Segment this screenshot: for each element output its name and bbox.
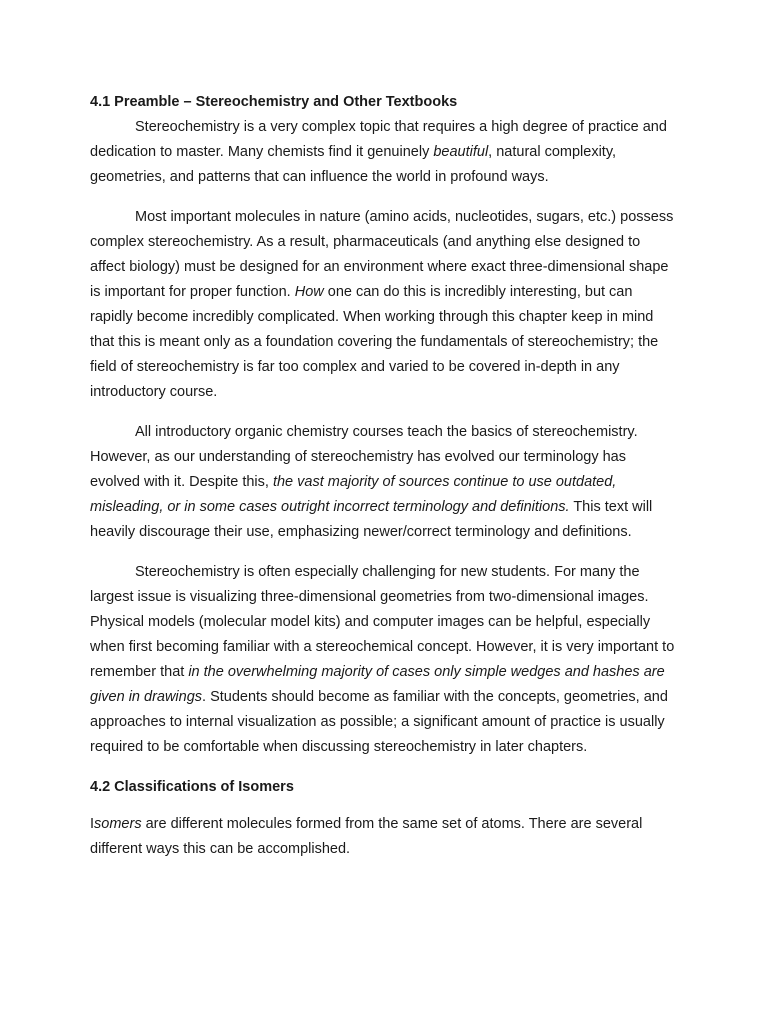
emphasis-text: How <box>294 284 324 300</box>
paragraph-text: Stereochemistry is often especially challenging for new students. For many the largest issue is visualizing three-dimensional geometries from two-dimensional images. Physical models (molecular model kits) and computer images can be helpful, especially when first becoming familiar with a stereochemical concept. However, it is very important to remember that <box>90 564 675 680</box>
paragraph-molecules <box>90 205 678 405</box>
paragraph-text: All introductory organic chemistry courses teach the basics of stereochemistry. However, as our understanding of stereochemistry has evolved our terminology has evolved with it. Despite this, <box>90 424 638 490</box>
emphasis-text: somers <box>94 816 142 832</box>
emphasis-text: in the overwhelming majority of cases only simple wedges and hashes are given in drawings <box>90 664 665 705</box>
paragraph-intro <box>90 115 678 190</box>
paragraph-visualization <box>90 560 678 760</box>
section-heading-4-2: 4.2 Classifications of Isomers <box>90 779 294 795</box>
emphasis-text: beautiful <box>433 144 489 160</box>
section-heading-4-1: 4.1 Preamble – Stereochemistry and Other Textbooks <box>90 94 458 110</box>
paragraph-text: are different molecules formed from the same set of atoms. There are several different ways this can be accomplished. <box>90 816 643 857</box>
paragraph-terminology <box>90 420 678 545</box>
paragraph-text: Most important molecules in nature (amino acids, nucleotides, sugars, etc.) possess complex stereochemistry. As a result, pharmaceuticals (and anything else designed to affect biology) must be designed for an environment where exact three-dimensional shape is important for proper function. <box>90 209 674 300</box>
paragraph-text: . Students should become as familiar with the concepts, geometries, and approaches to internal visualization as possible; a significant amount of practice is usually required to be comfortable when discussing stereochemistry in later chapters. <box>90 689 668 755</box>
emphasis-text: the vast majority of sources continue to use outdated, misleading, or in some cases outright incorrect terminology and definitions. <box>90 474 617 515</box>
paragraph-text: I <box>90 816 95 832</box>
paragraph-text: This text will heavily discourage their use, emphasizing newer/correct terminology and definitions. <box>90 499 653 540</box>
paragraph-text: Stereochemistry is a very complex topic that requires a high degree of practice and dedication to master. Many chemists find it genuinely <box>90 119 667 160</box>
paragraph-text: one can do this is incredibly interesting, but can rapidly become incredibly complicated. When working through this chapter keep in mind that this is meant only as a foundation covering the fundamentals of stereochemistry; the field of stereochemistry is far too complex and varied to be covered in-depth in any introductory course. <box>90 284 659 400</box>
paragraph-text: , natural complexity, geometries, and patterns that can influence the world in profound ways. <box>90 144 617 185</box>
document-page <box>90 91 678 862</box>
paragraph-isomers <box>90 812 678 862</box>
